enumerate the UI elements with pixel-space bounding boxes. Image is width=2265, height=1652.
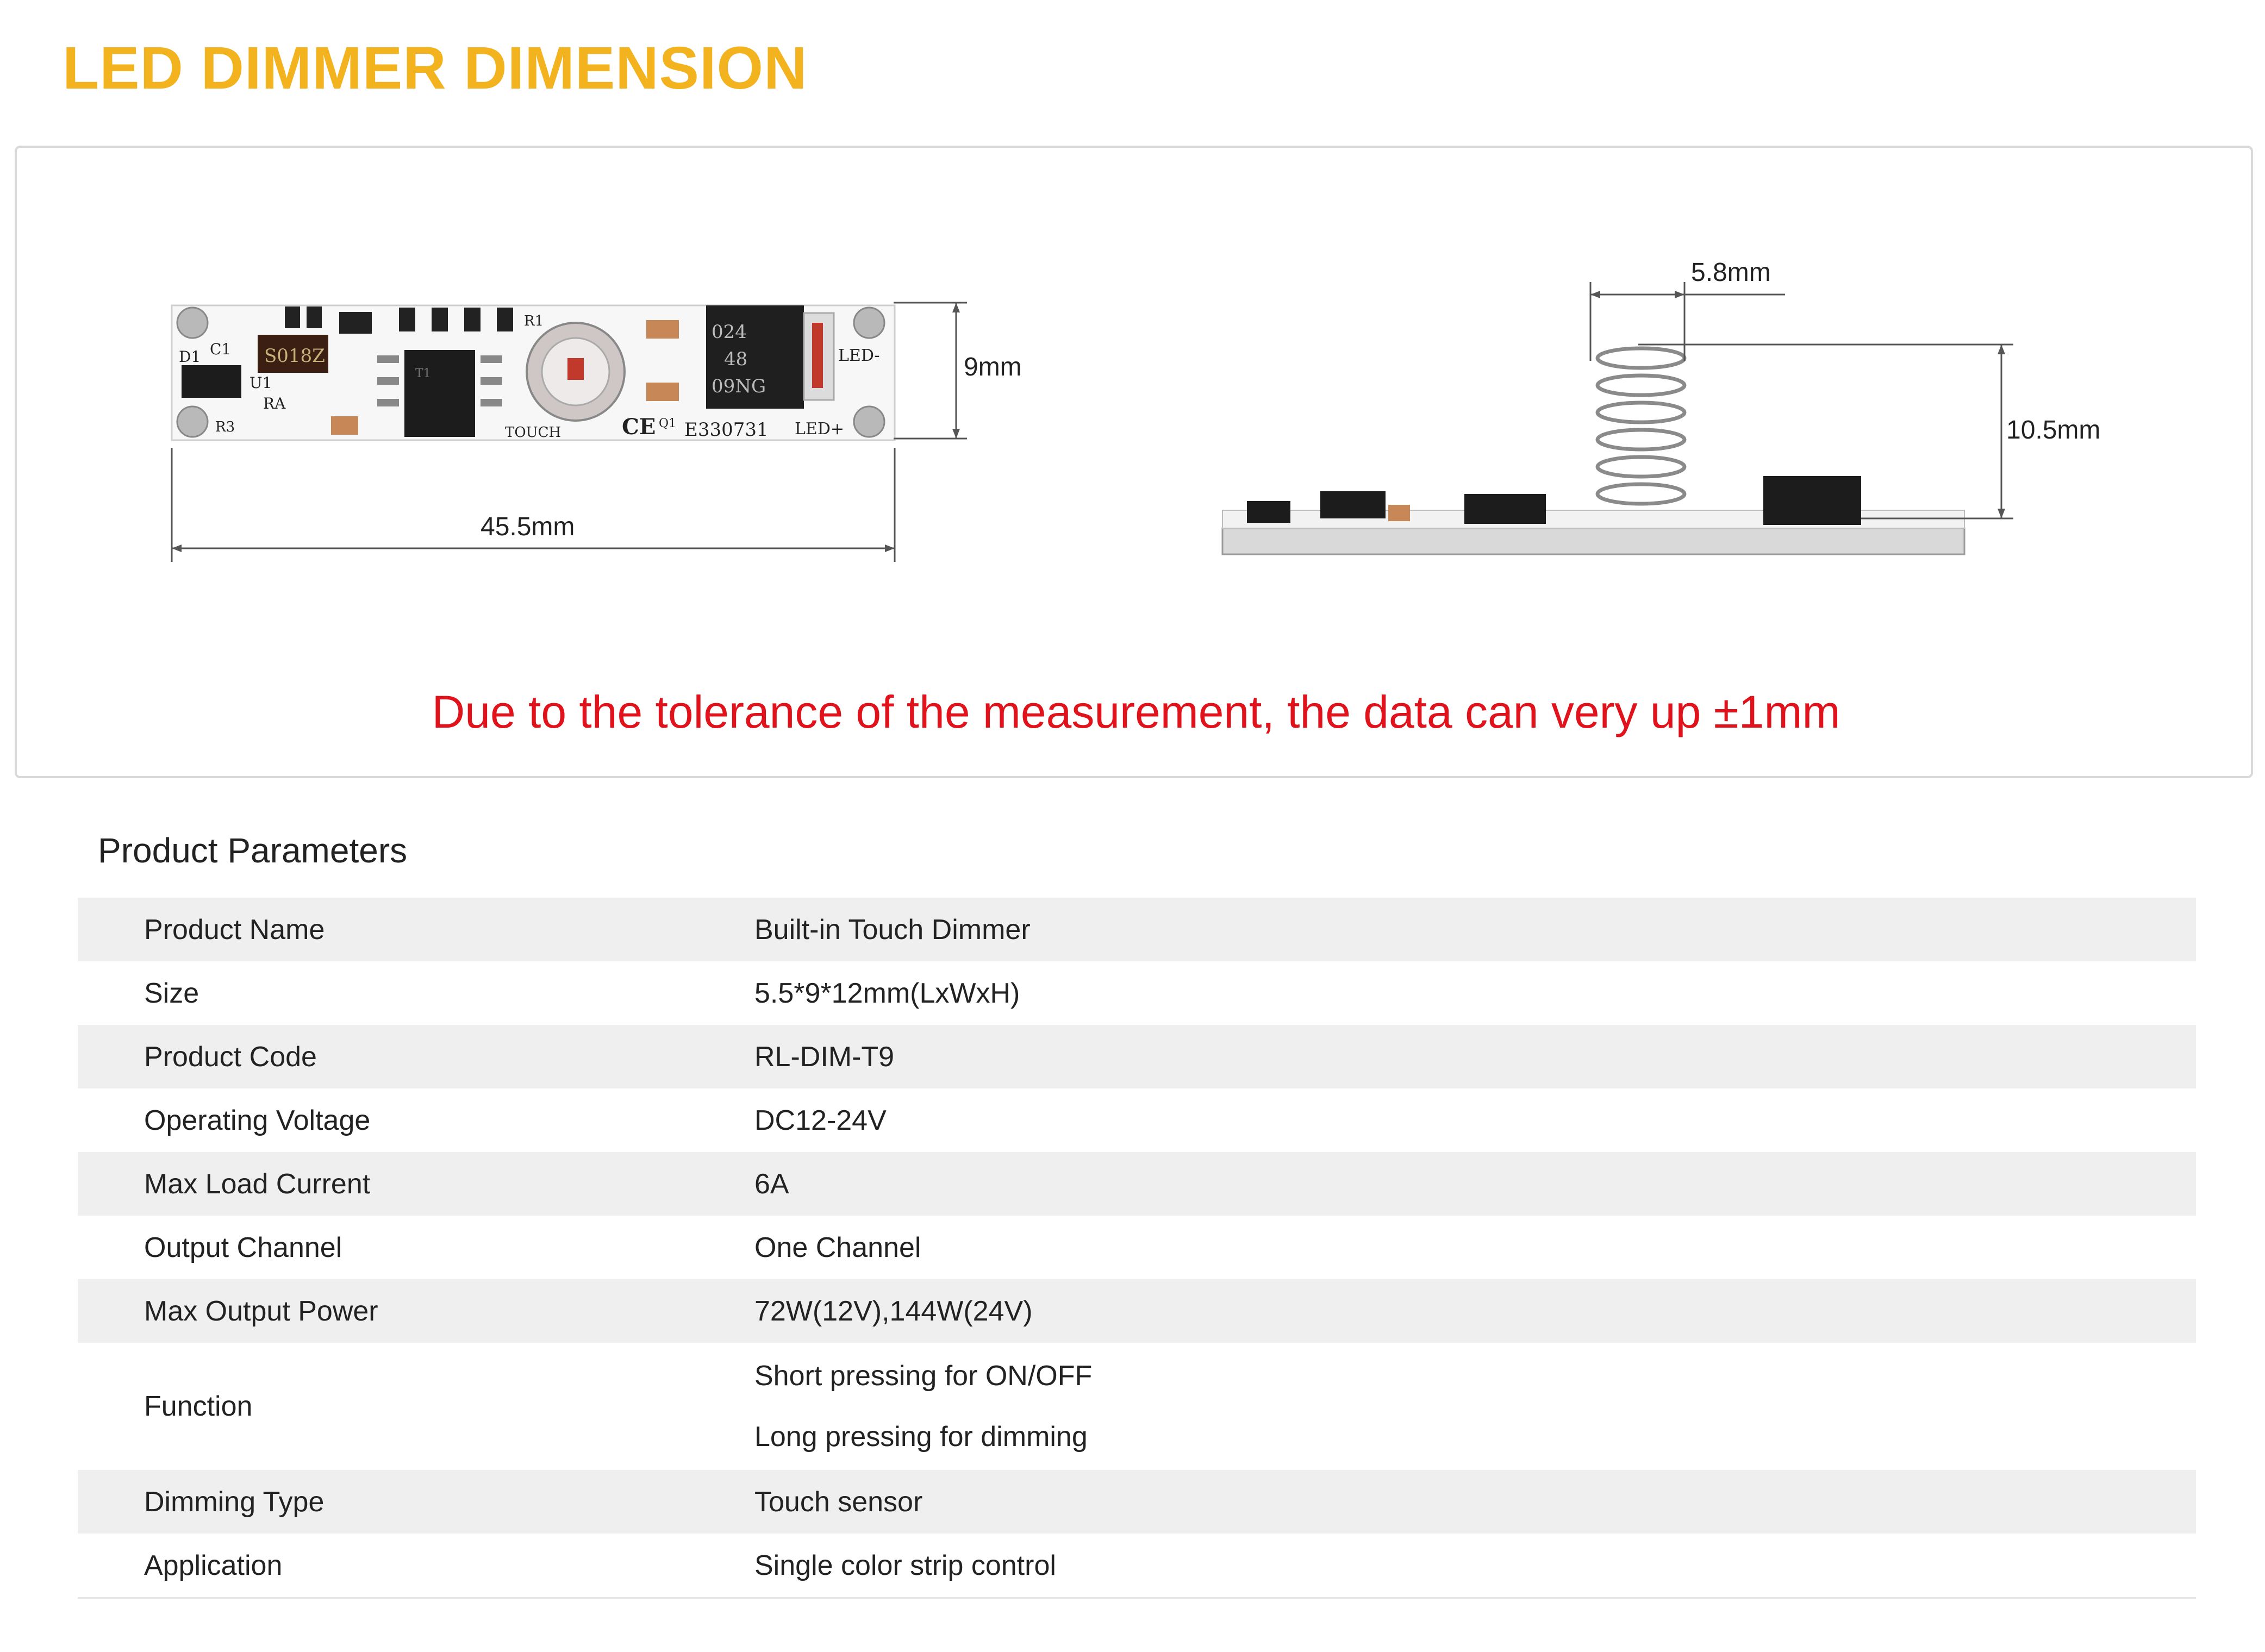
pcb-side-board bbox=[1222, 528, 1964, 554]
param-value bbox=[754, 1281, 1033, 1342]
param-value-line: Built-in Touch Dimmer bbox=[754, 913, 1031, 946]
indicator-led bbox=[567, 358, 584, 380]
resistor bbox=[432, 308, 448, 331]
resistor bbox=[497, 308, 513, 331]
arrow-head bbox=[952, 429, 960, 439]
mounting-hole bbox=[854, 406, 884, 437]
table-row bbox=[78, 1279, 2196, 1343]
param-value-line: Short pressing for ON/OFF bbox=[754, 1360, 1093, 1392]
chip-marking: S018Z bbox=[264, 345, 325, 367]
param-value bbox=[754, 899, 1031, 960]
led-minus-label: LED- bbox=[838, 346, 880, 365]
param-value-line: Touch sensor bbox=[754, 1486, 923, 1518]
param-key: Size bbox=[144, 977, 199, 1009]
arrow-head bbox=[172, 545, 182, 552]
cert-number: E330731 bbox=[684, 419, 769, 441]
table-row bbox=[78, 1025, 2196, 1088]
capacitor bbox=[331, 416, 358, 435]
arrow-head bbox=[885, 545, 895, 552]
param-value-line: 72W(12V),144W(24V) bbox=[754, 1295, 1033, 1327]
capacitor bbox=[646, 320, 679, 339]
table-row bbox=[78, 1534, 2196, 1597]
param-value bbox=[754, 1090, 887, 1151]
mounting-hole bbox=[854, 308, 884, 338]
resistor bbox=[285, 306, 300, 328]
resistor bbox=[399, 308, 415, 331]
table-row bbox=[78, 1470, 2196, 1534]
ref-r3: R3 bbox=[215, 419, 235, 435]
param-key: Operating Voltage bbox=[144, 1104, 371, 1136]
param-value bbox=[754, 963, 1020, 1024]
spring bbox=[1598, 348, 1684, 504]
param-value-line: Single color strip control bbox=[754, 1549, 1056, 1581]
param-value bbox=[754, 1217, 921, 1278]
ref-q1: Q1 bbox=[659, 417, 677, 430]
param-key: Max Output Power bbox=[144, 1295, 378, 1327]
spring-diameter-label: 5.8mm bbox=[1691, 258, 1771, 287]
param-value bbox=[754, 1535, 1056, 1596]
ref-ra: RA bbox=[263, 395, 286, 412]
ic-pin bbox=[481, 355, 502, 363]
side-component bbox=[1464, 494, 1546, 524]
dimension-panel bbox=[15, 146, 2253, 778]
param-key: Application bbox=[144, 1549, 283, 1581]
mosfet-sub: 48 bbox=[724, 348, 748, 370]
param-value-line: 6A bbox=[754, 1168, 789, 1200]
length-label: 45.5mm bbox=[481, 512, 575, 541]
arrow-head bbox=[1675, 291, 1684, 298]
controller-ic bbox=[404, 350, 475, 437]
param-key: Output Channel bbox=[144, 1231, 342, 1263]
mosfet-tab-mark bbox=[812, 323, 823, 388]
arrow-head bbox=[1590, 291, 1600, 298]
pcb-side-view bbox=[1222, 348, 1964, 554]
param-value-line: DC12-24V bbox=[754, 1104, 887, 1136]
arrow-head bbox=[952, 303, 960, 312]
ref-d1: D1 bbox=[179, 348, 201, 366]
param-key: Dimming Type bbox=[144, 1486, 325, 1518]
arrow-head bbox=[1998, 345, 2005, 354]
mounting-hole bbox=[177, 308, 208, 338]
ref-u1: U1 bbox=[249, 374, 272, 392]
ic-pin bbox=[377, 355, 399, 363]
page-title: LED DIMMER DIMENSION bbox=[63, 35, 808, 102]
dimension-drawing bbox=[17, 148, 2251, 776]
param-value-line: One Channel bbox=[754, 1231, 921, 1263]
ic-pin bbox=[481, 399, 502, 406]
table-row bbox=[78, 898, 2196, 961]
ic-pin bbox=[377, 377, 399, 385]
ref-c1: C1 bbox=[210, 340, 232, 358]
param-value-line: RL-DIM-T9 bbox=[754, 1041, 895, 1073]
side-component bbox=[1247, 501, 1290, 523]
table-row bbox=[78, 1216, 2196, 1279]
side-capacitor bbox=[1388, 505, 1410, 521]
led-plus-label: LED+ bbox=[795, 420, 845, 439]
param-value-line: Long pressing for dimming bbox=[754, 1421, 1088, 1453]
tolerance-note: Due to the tolerance of the measurement, the data can very up ±1mm bbox=[432, 686, 1840, 737]
param-key: Product Code bbox=[144, 1041, 317, 1073]
ref-t1: T1 bbox=[415, 367, 431, 380]
param-key: Product Name bbox=[144, 913, 325, 946]
parameters-heading: Product Parameters bbox=[98, 831, 408, 870]
touch-label: TOUCH bbox=[505, 424, 561, 441]
resistor bbox=[339, 312, 372, 334]
height-label: 10.5mm bbox=[2006, 416, 2101, 445]
mounting-hole bbox=[177, 406, 208, 437]
param-value-line: 5.5*9*12mm(LxWxH) bbox=[754, 977, 1020, 1009]
capacitor bbox=[646, 383, 679, 401]
ref-r1: R1 bbox=[524, 313, 544, 329]
arrow-head bbox=[1998, 509, 2005, 518]
param-key: Max Load Current bbox=[144, 1168, 371, 1200]
table-row bbox=[78, 1343, 2196, 1470]
side-mosfet bbox=[1763, 476, 1861, 525]
side-component bbox=[1320, 491, 1386, 518]
param-key: Function bbox=[144, 1391, 253, 1422]
ic-pin bbox=[481, 377, 502, 385]
table-row bbox=[78, 1152, 2196, 1216]
mosfet-code: 024 bbox=[712, 321, 747, 343]
resistor bbox=[307, 306, 322, 328]
width-label: 9mm bbox=[964, 353, 1022, 381]
mosfet-batch: 09NG bbox=[712, 376, 766, 397]
table-row bbox=[78, 961, 2196, 1025]
param-value bbox=[754, 1027, 894, 1087]
ic-pin bbox=[377, 399, 399, 406]
table-row bbox=[78, 1088, 2196, 1152]
param-value bbox=[754, 1346, 1092, 1467]
ce-mark: CE bbox=[622, 414, 656, 440]
diode-component bbox=[182, 365, 241, 398]
param-value bbox=[754, 1154, 789, 1215]
resistor bbox=[464, 308, 481, 331]
param-value bbox=[754, 1472, 922, 1532]
parameters-table bbox=[78, 898, 2196, 1599]
